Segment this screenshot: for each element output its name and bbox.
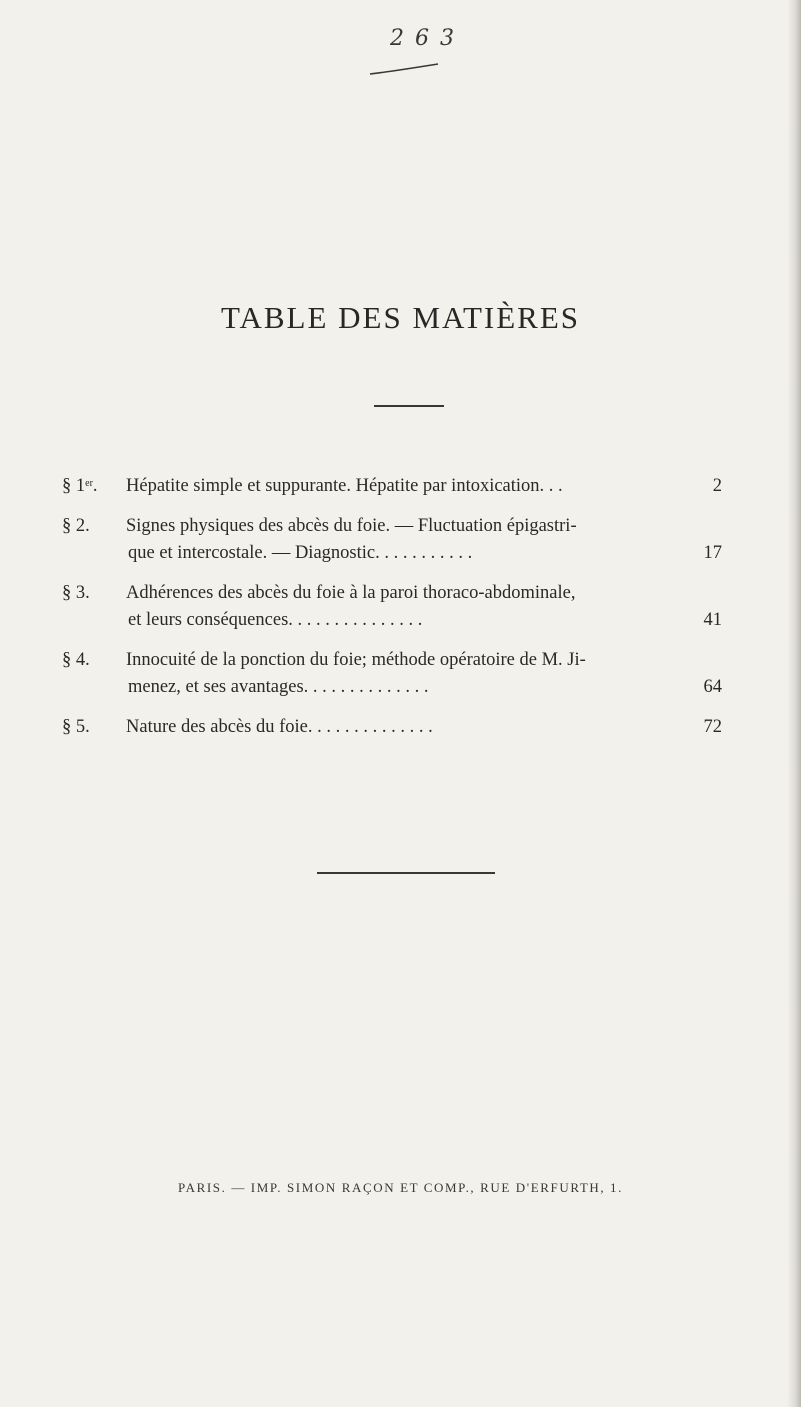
toc-entry-number: § 2. (62, 516, 90, 536)
toc-entry-2 (62, 513, 722, 567)
shelfmark-handwritten: 2 6 3 (390, 26, 456, 51)
toc-entry-page: 41 (703, 610, 722, 630)
toc-entry-line: Adhérences des abcès du foie à la paroi thoraco-abdominale, (126, 583, 576, 603)
toc-entry-4 (62, 647, 722, 701)
toc-entry-number: § 3. (62, 583, 90, 603)
toc-entry-3 (62, 580, 722, 634)
toc-entry-1 (62, 473, 722, 500)
toc-entry-number: § 5. (62, 717, 90, 737)
page-title: TABLE DES MATIÈRES (220, 300, 581, 335)
toc-entry-line: Signes physiques des abcès du foie. — Fluctuation épigastri- (126, 516, 577, 536)
toc-entry-number: § 1er. (62, 476, 98, 496)
toc-entry-page: 72 (703, 717, 722, 737)
toc-entry-line: Nature des abcès du foie. . . . . . . . . . . . . . (126, 717, 433, 737)
toc-entry-number: § 4. (62, 650, 90, 670)
toc-entry-page: 17 (703, 543, 722, 563)
toc-entry-line: que et intercostale. — Diagnostic. . . . . . . . . . . (128, 543, 473, 563)
end-rule (317, 872, 495, 874)
table-of-contents (62, 473, 722, 754)
toc-entry-5 (62, 714, 722, 741)
toc-entry-line: menez, et ses avantages. . . . . . . . . . . . . . (128, 677, 429, 697)
printer-imprint: PARIS. — IMP. SIMON RAÇON ET COMP., RUE D'ERFURTH, 1. (177, 1180, 624, 1195)
toc-entry-text (126, 580, 672, 634)
title-rule (374, 405, 444, 407)
toc-entry-text (126, 473, 672, 500)
toc-entry-page: 64 (703, 677, 722, 697)
toc-entry-text (126, 513, 672, 567)
toc-entry-line: et leurs conséquences. . . . . . . . . . . . . . . (128, 610, 423, 630)
toc-entry-text (126, 647, 672, 701)
toc-entry-text (126, 714, 672, 741)
toc-entry-line: Innocuité de la ponction du foie; méthode opératoire de M. Ji- (126, 650, 586, 670)
toc-entry-page: 2 (712, 476, 722, 496)
shelfmark-underline-stroke (368, 62, 440, 76)
toc-entry-line: Hépatite simple et suppurante. Hépatite par intoxication. . . (126, 476, 563, 496)
